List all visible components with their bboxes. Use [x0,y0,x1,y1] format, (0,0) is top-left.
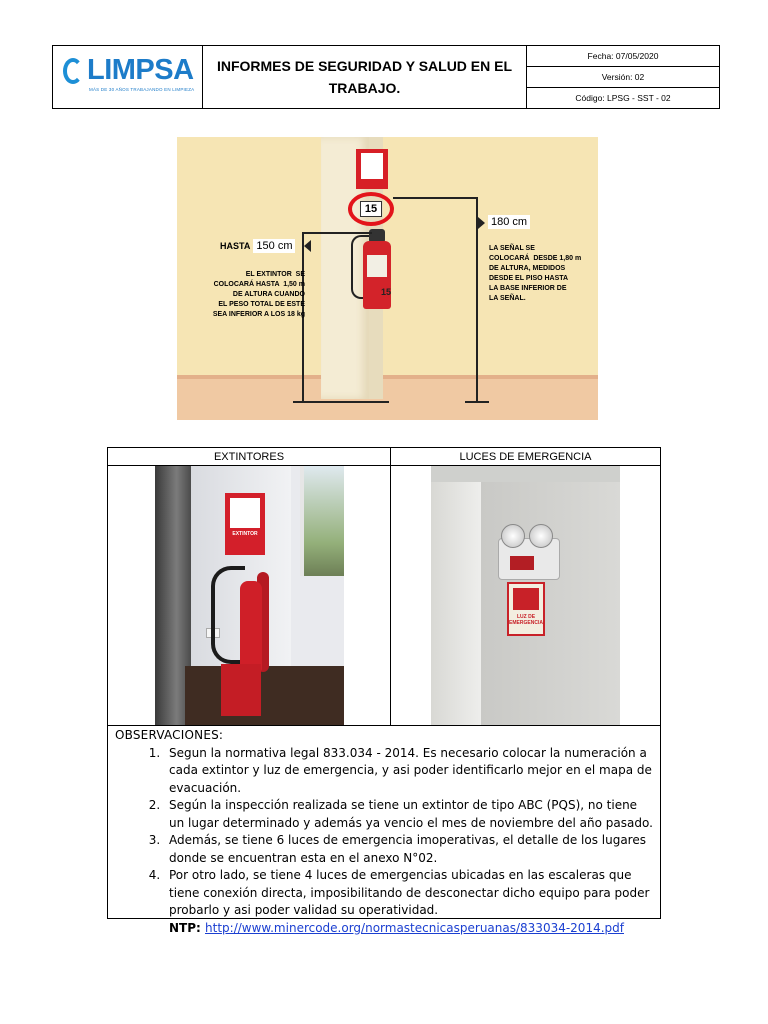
observations-section [115,727,655,937]
meta-fecha: Fecha: 07/05/2020 [527,46,719,67]
photo1-sign-text: EXTINTOR [232,531,258,537]
measure-base-left [293,401,389,403]
note-extinguisher-height: EL EXTINTOR SE COLOCARÁ HASTA 1,50 m DE ALTURA CUANDO EL PESO TOTAL DE ESTE SEA INFERIOR A LOS 18 kg [212,271,305,318]
document-title: INFORMES DE SEGURIDAD Y SALUD EN EL TRABAJO. [203,46,527,108]
photo1-floor [185,666,344,725]
photo1-extinguisher-sign-icon [225,493,265,555]
photo2-beam [431,466,481,725]
photo1-extinguisher-stand [221,664,261,716]
logo-text: LIMPSA [87,54,194,86]
lamp-bulb-left [501,524,525,548]
extinguisher-photo [155,466,344,725]
cell-luces-photo [391,466,660,726]
photo2-wall [481,482,620,725]
photo1-sign-panel [230,498,260,528]
measure-top-right [393,197,478,199]
observation-item: 2. Según la inspección realizada se tiene un extintor de tipo ABC (PQS), no tiene un lugar determinado y además ya vencio el mes de noviembre del año pasado. [164,797,655,832]
company-logo [53,46,203,108]
extinguisher-label [367,255,387,277]
hasta-measure [220,240,295,252]
height-left: 150 cm [253,239,295,253]
photo2-ceiling [431,466,620,482]
cell-extintores-photo [108,466,391,726]
extinguisher-number: 15 [381,287,392,297]
arrow-right-icon [478,217,485,229]
observations-title: OBSERVACIONES: [115,728,224,742]
note-sign-height: LA SEÑAL SE COLOCARÁ DESDE 1,80 m DE ALTURA, MEDIDOS DESDE EL PISO HASTA LA BASE INFERIOR DE LA SEÑAL. [489,245,582,302]
logo-ring-icon [63,58,83,84]
measure-base-right [465,401,489,403]
emergency-light-photo [431,466,620,725]
extinguisher-height-diagram [177,137,598,420]
measure-top-left [302,232,372,234]
height-right: 180 cm [488,215,530,229]
sign-number-highlight [348,192,394,226]
observation-item: 4. Por otro lado, se tiene 4 luces de emergencias ubicadas en las escaleras que tiene conexión directa, imposibilitando de desconectar dicho equipo para poder probarlo y asi poder validad su operatividad. [164,867,655,920]
document-header [52,45,720,109]
inspection-table [107,447,661,935]
meta-version: Versión: 02 [527,67,719,88]
extinguisher-sign-icon [356,149,388,189]
photo1-window [300,466,344,576]
extinguisher-sign-panel [361,153,383,179]
emergency-light-sign-icon [507,582,545,636]
meta-codigo: Código: LPSG - SST - 02 [575,93,671,103]
observation-item: 3. Además, se tiene 6 luces de emergencia imoperativas, el detalle de los lugares donde se encuentran esta en el anexo N°02. [164,832,655,867]
diagram-floor [177,377,598,420]
observations-list [115,745,655,920]
arrow-left-icon [304,240,311,252]
ntp-label: NTP: [169,920,201,935]
ntp-link[interactable]: http://www.minercode.org/normastecnicasperuanas/833034-2014.pdf [205,920,624,935]
height-right-measure [488,216,530,228]
document-meta [527,46,719,108]
emergency-sign-pictogram [513,588,539,610]
header-extintores: EXTINTORES [108,448,391,466]
emergency-sign-text: LUZ DE EMERGENCIA [509,614,543,626]
logo-tagline: MÁS DE 30 AÑOS TRABAJANDO EN LIMPIEZA [89,87,195,92]
lamp-bulb-right [529,524,553,548]
diagram-baseboard [177,375,598,379]
photo1-fire-extinguisher-icon [240,581,262,671]
hasta-label: HASTA [220,241,251,251]
sign-number: 15 [360,201,382,217]
header-luces-emergencia: LUCES DE EMERGENCIA [391,448,660,466]
observation-item: 1. Segun la normativa legal 833.034 - 2014. Es necesario colocar la numeración a cada extintor y luz de emergencia, y asi poder identificarlo mejor en el mapa de evacuación. [164,745,655,798]
lamp-indicator [510,556,534,570]
ntp-reference [115,920,655,938]
